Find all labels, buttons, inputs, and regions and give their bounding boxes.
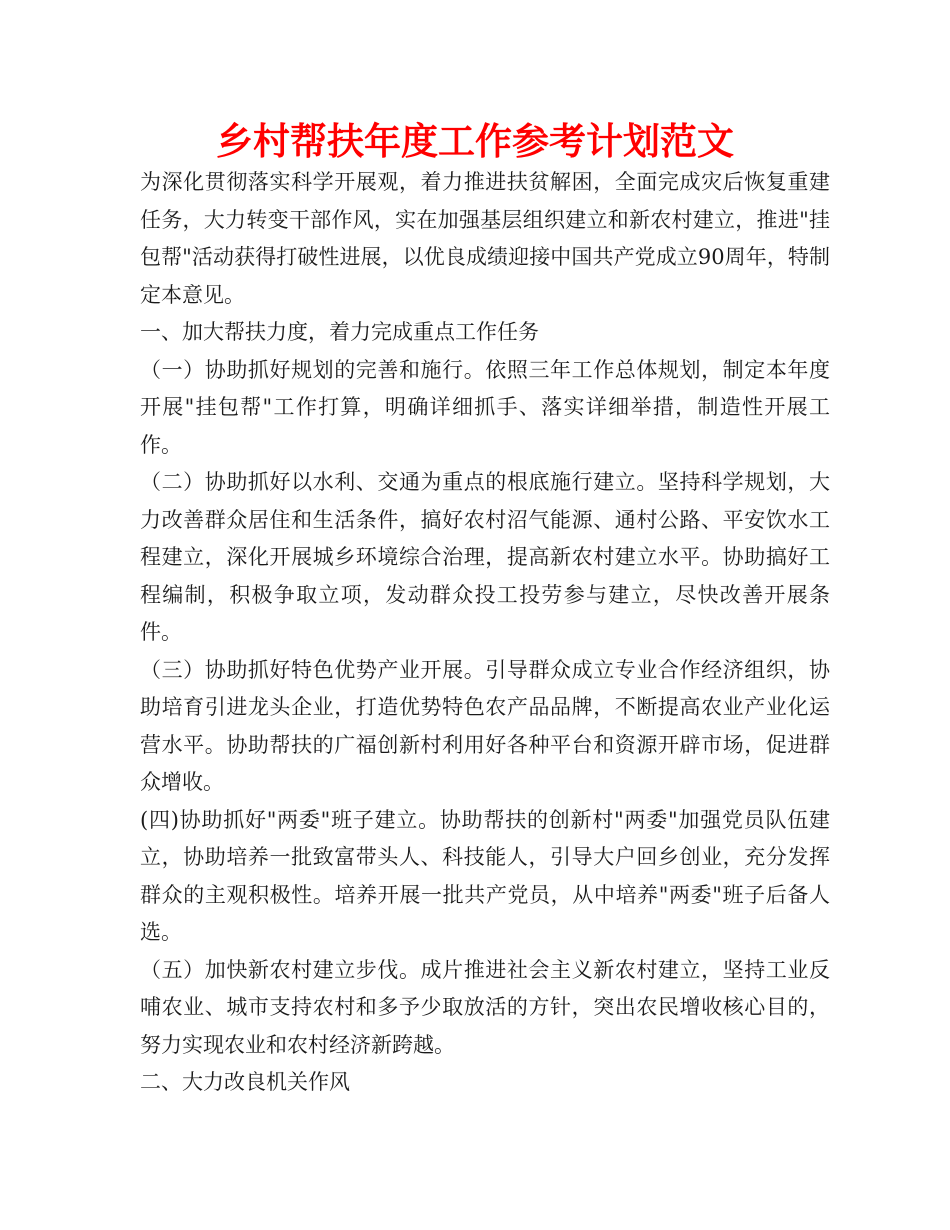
document-body bbox=[140, 164, 830, 1102]
paragraph-item-1: （一）协助抓好规划的完善和施行。依照三年工作总体规划，制定本年度开展"挂包帮"工作打算，明确详细抓手、落实详细举措，制造性开展工作。 bbox=[140, 357, 830, 457]
paragraph-item-2: （二）协助抓好以水利、交通为重点的根底施行建立。坚持科学规划，大力改善群众居住和生活条件，搞好农村沼气能源、通村公路、平安饮水工程建立，深化开展城乡环境综合治理，提高新农村建立水平。协助搞好工程编制，积极争取立项，发动群众投工投劳参与建立，尽快改善开展条件。 bbox=[140, 470, 830, 644]
section-heading-2: 二、大力改良机关作风 bbox=[140, 1070, 350, 1094]
paragraph-item-4: (四)协助抓好"两委"班子建立。协助帮扶的创新村"两委"加强党员队伍建立，协助培养一批致富带头人、科技能人，引导大户回乡创业，充分发挥群众的主观积极性。培养开展一批共产党员，从中培养"两委"班子后备人选。 bbox=[140, 807, 830, 944]
paragraph-item-3: （三）协助抓好特色优势产业开展。引导群众成立专业合作经济组织，协助培育引进龙头企业，打造优势特色农产品品牌，不断提高农业产业化运营水平。协助帮扶的广福创新村利用好各种平台和资源开辟市场，促进群众增收。 bbox=[140, 657, 830, 794]
document-title: 乡村帮扶年度工作参考计划范文 bbox=[216, 120, 734, 163]
paragraph-item-5: （五）加快新农村建立步伐。成片推进社会主义新农村建立，坚持工业反哺农业、城市支持农村和多予少取放活的方针，突出农民增收核心目的，努力实现农业和农村经济新跨越。 bbox=[140, 957, 830, 1057]
paragraph-intro: 为深化贯彻落实科学开展观，着力推进扶贫解困，全面完成灾后恢复重建任务，大力转变干部作风，实在加强基层组织建立和新农村建立，推进"挂包帮"活动获得打破性进展，以优良成绩迎接中国共产党成立90周年，特制定本意见。 bbox=[140, 170, 830, 307]
section-heading-1: 一、加大帮扶力度，着力完成重点工作任务 bbox=[140, 320, 539, 344]
